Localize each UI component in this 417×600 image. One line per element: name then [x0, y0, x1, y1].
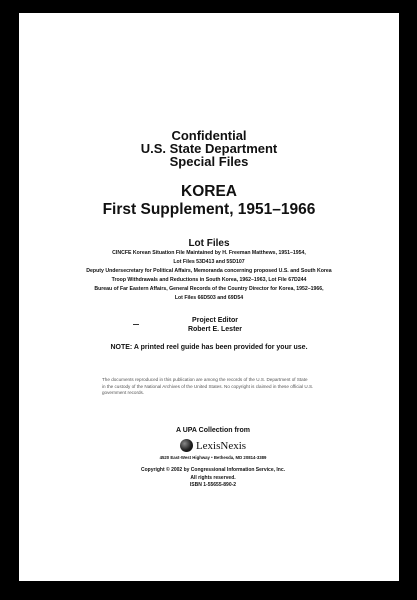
lot-file-line: Bureau of Far Eastern Affairs, General Records of the Country Director for Korea, 1952–1966,: [94, 286, 324, 292]
title-korea: KOREA: [181, 183, 237, 200]
collection-label: A UPA Collection from: [175, 427, 251, 434]
header-confidential: Confidential: [171, 128, 247, 143]
lot-file-line: Lot Files 53D413 and 55D107: [173, 259, 245, 265]
lexisnexis-brand: LexisNexis: [195, 439, 247, 452]
globe-icon: [180, 439, 193, 452]
header-special-files: Special Files: [169, 154, 249, 169]
lot-file-line: Deputy Undersecretary for Political Affairs, Memoranda concerning proposed U.S. and South Korea: [86, 268, 332, 274]
disclaimer-line: The documents reproduced in this publication are among the records of the U.S. Department of State: [102, 377, 308, 382]
disclaimer-line: government records.: [102, 390, 145, 395]
lot-file-line: Troop Withdrawals and Reductions in South Korea, 1962–1963, Lot File 67D244: [111, 277, 307, 283]
lot-file-line: CINCFE Korean Situation File Maintained by H. Freeman Matthews, 1951–1954,: [112, 250, 306, 256]
isbn-line: ISBN 1-55655-890-2: [189, 482, 237, 488]
project-editor-label: Project Editor: [192, 317, 238, 324]
publisher-address: 4520 East-West Highway • Bethesda, MD 20814-3389: [159, 455, 267, 460]
header-department: U.S. State Department: [140, 141, 278, 156]
reel-guide-note: NOTE: A printed reel guide has been provided for your use.: [110, 344, 308, 351]
document-page: [19, 13, 399, 581]
lot-files-list: [19, 249, 399, 303]
project-editor-name: Robert E. Lester: [187, 326, 243, 333]
title-supplement: First Supplement, 1951–1966: [102, 201, 316, 218]
disclaimer-line: in the custody of the National Archives of the United States. No copyright is claimed in these official U.S.: [102, 383, 314, 389]
lexisnexis-logo: [23, 439, 399, 452]
rights-line: All rights reserved.: [190, 474, 236, 481]
lot-file-line: Lot Files 66D503 and 69D54: [174, 295, 244, 301]
disclaimer: [102, 377, 362, 397]
lot-files-heading: Lot Files: [188, 238, 230, 249]
copyright-block: [23, 467, 399, 490]
copyright-line: Copyright © 2002 by Congressional Information Service, Inc.: [141, 467, 285, 473]
